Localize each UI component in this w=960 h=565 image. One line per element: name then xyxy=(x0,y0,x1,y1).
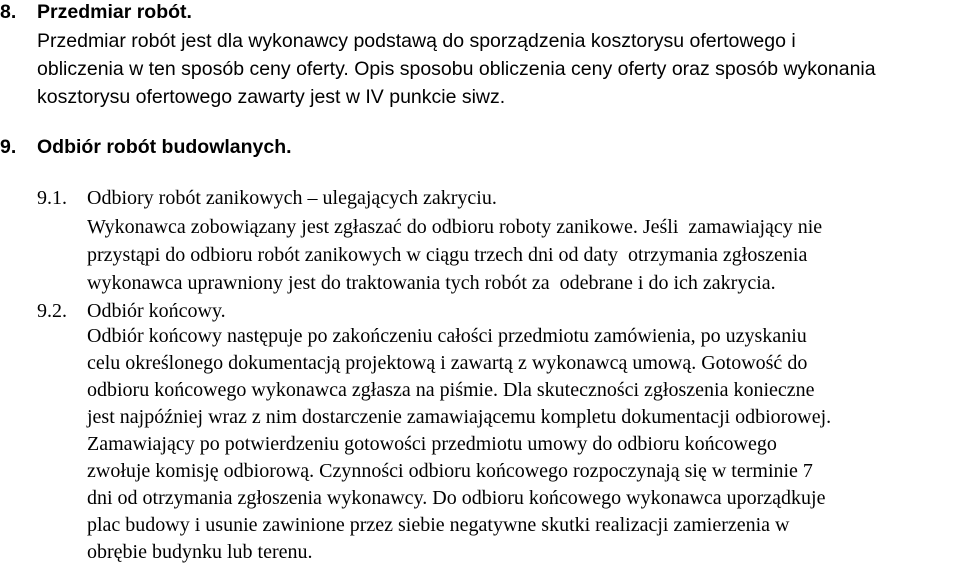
section-9-1-line-2: przystąpi do odbioru robót zanikowych w ciągu trzech dni od daty otrzymania zgłoszenia xyxy=(87,244,808,266)
section-9-2-number: 9.2. xyxy=(37,300,67,322)
section-9-title: Odbiór robót budowlanych. xyxy=(37,136,292,158)
section-8-number: 8. xyxy=(0,1,17,23)
section-9-1-number: 9.1. xyxy=(37,187,67,209)
section-9-2-line-9: obrębie budynku lub terenu. xyxy=(87,541,313,563)
section-9-2-line-6: zwołuje komisję odbiorową. Czynności odbioru końcowego rozpoczynają się w terminie 7 xyxy=(87,460,813,482)
section-9-2-line-3: odbioru końcowego wykonawca zgłasza na piśmie. Dla skuteczności zgłoszenia konieczne xyxy=(87,379,815,401)
section-9-1-line-3: wykonawca uprawniony jest do traktowania tych robót za odebrane i do ich zakrycia. xyxy=(87,272,776,294)
section-8-line-3: kosztorysu ofertowego zawarty jest w IV punkcie siwz. xyxy=(37,86,506,108)
section-9-1-line-1: Wykonawca zobowiązany jest zgłaszać do odbioru roboty zanikowe. Jeśli zamawiający nie xyxy=(87,216,823,238)
section-8-line-2: obliczenia w ten sposób ceny oferty. Opis sposobu obliczenia ceny oferty oraz sposób wykonania xyxy=(37,58,876,80)
section-9-2-line-1: Odbiór końcowy następuje po zakończeniu całości przedmiotu zamówienia, po uzyskaniu xyxy=(87,325,807,347)
section-9-2-line-2: celu określonego dokumentacją projektową i zawartą z wykonawcą umową. Gotowość do xyxy=(87,352,808,374)
section-9-2-title: Odbiór końcowy. xyxy=(87,300,226,322)
section-9-2-line-5: Zamawiający po potwierdzeniu gotowości przedmiotu umowy do odbioru końcowego xyxy=(87,433,777,455)
section-9-1-title: Odbiory robót zanikowych – ulegających zakryciu. xyxy=(87,187,497,209)
section-9-2-line-4: jest najpóźniej wraz z nim dostarczenie zamawiającemu kompletu dokumentacji odbiorowej. xyxy=(87,406,832,428)
section-8-title: Przedmiar robót. xyxy=(37,1,192,23)
section-9-2-line-8: plac budowy i usunie zawinione przez siebie negatywne skutki realizacji zamierzenia w xyxy=(87,514,790,536)
section-9-2-line-7: dni od otrzymania zgłoszenia wykonawcy. Do odbioru końcowego wykonawca uporządkuje xyxy=(87,487,826,509)
section-9-number: 9. xyxy=(0,136,17,158)
section-8-line-1: Przedmiar robót jest dla wykonawcy podstawą do sporządzenia kosztorysu ofertowego i xyxy=(37,30,796,52)
